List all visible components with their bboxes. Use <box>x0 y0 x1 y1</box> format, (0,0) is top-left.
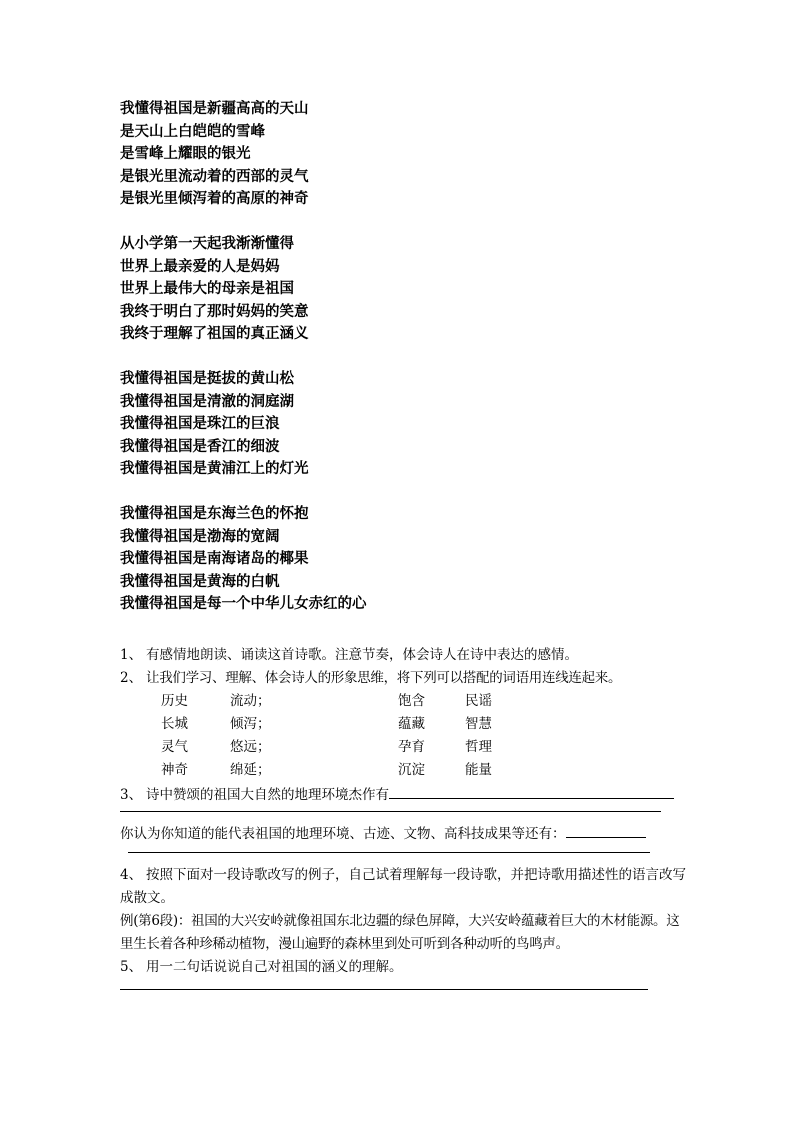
poem-line: 世界上最亲爱的人是妈妈 <box>120 257 280 275</box>
question-text: 有感情地朗读、诵读这首诗歌。注意节奏，体会诗人在诗中表达的感情。 <box>146 647 578 663</box>
poem-line: 我懂得祖国是每一个中华儿女赤红的心 <box>120 595 367 613</box>
word-cell[interactable]: 流动； <box>230 693 271 709</box>
question-3-followup <box>120 823 690 846</box>
word-cell[interactable]: 绵延； <box>230 762 271 778</box>
poem-stanza-1 <box>120 98 680 211</box>
question-3 <box>120 784 690 807</box>
answer-line[interactable] <box>120 811 661 812</box>
question-5 <box>120 956 690 979</box>
word-cell[interactable]: 能量 <box>465 762 492 778</box>
word-cell[interactable]: 孕育 <box>398 739 425 755</box>
poem-line: 我懂得祖国是渤海的宽阔 <box>120 527 280 545</box>
word-matching-table <box>120 690 690 784</box>
example-paragraph: 例(第6段)：祖国的大兴安岭就像祖国东北边疆的绿色屏障，大兴安岭蕴藏着巨大的木材能源。这里生长着各种珍稀动植物，漫山遍野的森林里到处可听到各种动听的鸟鸣声。 <box>120 913 680 952</box>
poem-line: 我懂得祖国是黄海的白帆 <box>120 572 280 590</box>
poem-line: 我懂得祖国是珠江的巨浪 <box>120 415 280 433</box>
word-cell[interactable]: 灵气 <box>161 739 188 755</box>
poem-line: 我终于明白了那时妈妈的笑意 <box>120 302 309 320</box>
word-cell[interactable]: 民谣 <box>465 693 492 709</box>
answer-blank[interactable] <box>566 823 646 838</box>
poem-line: 是天山上白皑皑的雪峰 <box>120 122 265 140</box>
question-text: 用一二句话说说自己对祖国的涵义的理解。 <box>146 959 403 975</box>
question-number: 3、 <box>120 787 143 803</box>
word-cell[interactable]: 倾泻； <box>230 716 271 732</box>
poem-stanza-4 <box>120 503 680 616</box>
word-cell[interactable]: 历史 <box>161 693 188 709</box>
poem-line: 我终于理解了祖国的真正涵义 <box>120 325 309 343</box>
word-cell[interactable]: 哲理 <box>465 739 492 755</box>
poem-stanza-3 <box>120 368 680 481</box>
poem-line: 我懂得祖国是东海兰色的怀抱 <box>120 504 309 522</box>
poem-line: 我懂得祖国是香江的细波 <box>120 437 280 455</box>
poem-line: 我懂得祖国是清澈的洞庭湖 <box>120 392 294 410</box>
poem-line: 是雪峰上耀眼的银光 <box>120 145 251 163</box>
question-number: 4、 <box>120 867 143 883</box>
question-number: 5、 <box>120 959 143 975</box>
poem-line: 我懂得祖国是挺拔的黄山松 <box>120 369 294 387</box>
word-cell[interactable]: 饱含 <box>398 693 425 709</box>
poem-line: 从小学第一天起我渐渐懂得 <box>120 234 294 252</box>
word-cell[interactable]: 神奇 <box>161 762 188 778</box>
poem-line: 是银光里倾泻着的高原的神奇 <box>120 190 309 208</box>
poem-line: 我懂得祖国是黄浦江上的灯光 <box>120 460 309 478</box>
word-cell[interactable]: 沉淀 <box>398 762 425 778</box>
word-cell[interactable]: 蕴藏 <box>398 716 425 732</box>
poem-stanza-2 <box>120 233 680 346</box>
poem-line: 我懂得祖国是南海诸岛的椰果 <box>120 550 309 568</box>
word-cell[interactable]: 长城 <box>161 716 188 732</box>
answer-line[interactable] <box>120 989 648 990</box>
questions-section <box>120 644 690 990</box>
question-4 <box>120 864 690 910</box>
question-text: 诗中赞颂的祖国大自然的地理环境杰作有 <box>146 787 389 803</box>
question-number: 1、 <box>120 647 143 663</box>
answer-line[interactable] <box>128 852 650 853</box>
poem-line: 我懂得祖国是新疆高高的天山 <box>120 100 309 117</box>
question-text: 按照下面对一段诗歌改写的例子，自己试着理解每一段诗歌，并把诗歌用描述性的语言改写成散文。 <box>120 867 686 906</box>
question-text: 你认为你知道的能代表祖国的地理环境、古迹、文物、高科技成果等还有： <box>120 826 566 842</box>
answer-blank[interactable] <box>389 784 674 799</box>
poem-line: 世界上最伟大的母亲是祖国 <box>120 280 294 298</box>
word-cell[interactable]: 智慧 <box>465 716 492 732</box>
question-1 <box>120 644 690 667</box>
poem <box>120 98 680 638</box>
question-text: 让我们学习、理解、体会诗人的形象思维，将下列可以搭配的词语用连线连起来。 <box>146 670 622 686</box>
question-2 <box>120 667 690 690</box>
question-number: 2、 <box>120 670 143 686</box>
poem-line: 是银光里流动着的西部的灵气 <box>120 167 309 185</box>
word-cell[interactable]: 悠远； <box>230 739 271 755</box>
